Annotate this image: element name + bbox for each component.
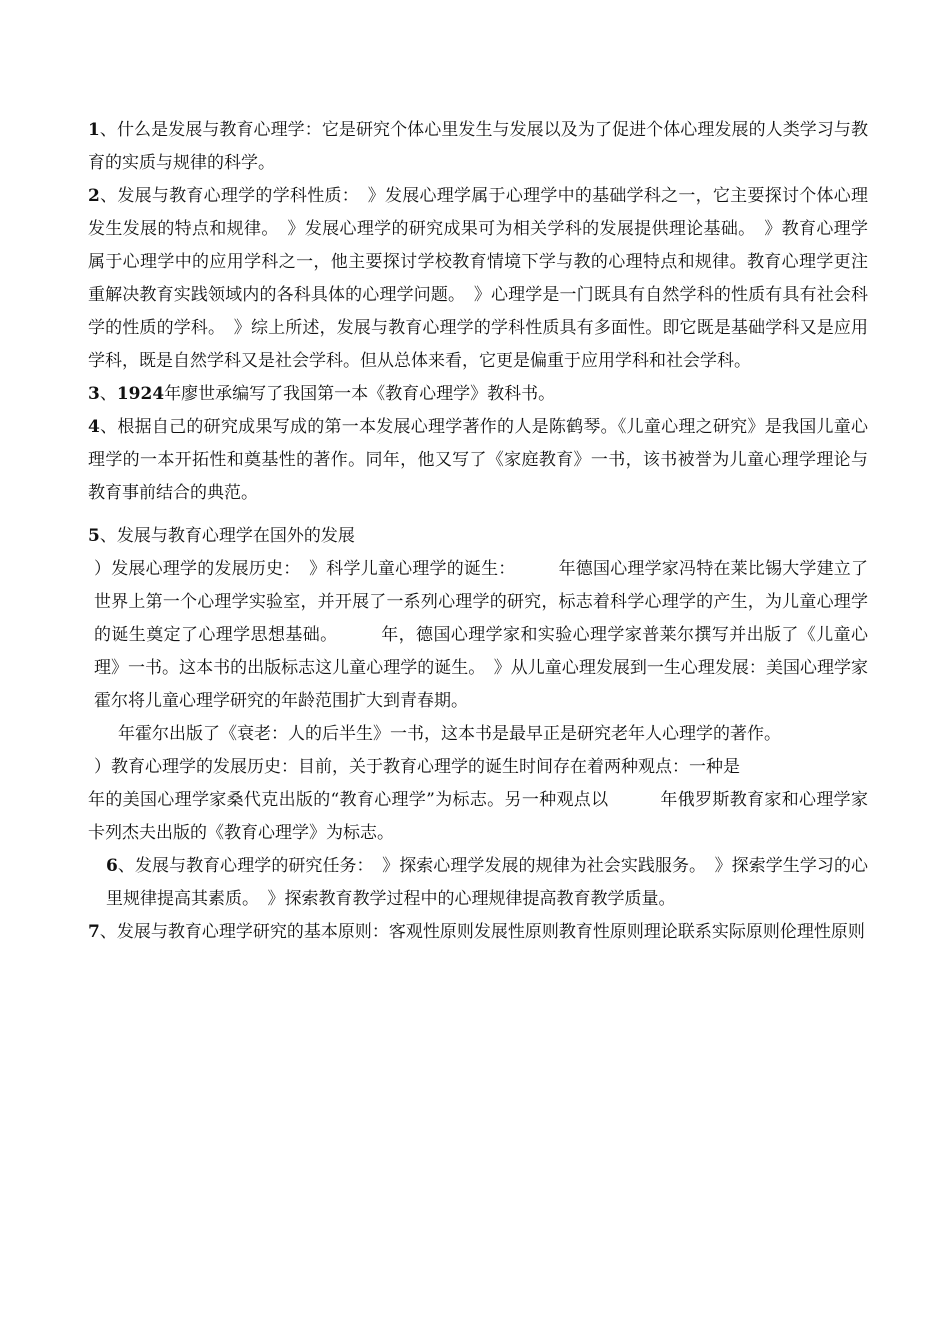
item-3: [88, 378, 868, 411]
item-text: 、发展与教育心理学研究的基本原则：客观性原则发展性原则教育性原则理论联系实际原则伦理性原则: [99, 922, 865, 942]
item-1: [88, 114, 868, 180]
item-text: 、发展与教育心理学在国外的发展: [99, 526, 355, 546]
item-4: [88, 411, 868, 510]
item-2: [88, 180, 868, 378]
item-text: 、: [99, 384, 117, 404]
section5-development-history: ）发展心理学的发展历史： 》科学儿童心理学的诞生： 年德国心理学家冯特在莱比锡大学建立了世界上第一个心理学实验室，并开展了一系列心理学的研究，标志着科学心理学的产生，为儿童心理学的诞生奠定了心理学思想基础。 年，德国心理学家和实验心理学家普莱尔撰写并出版了《儿童心理》一书。这本书的出版标志这儿童心理学的诞生。 》从儿童心理发展到一生心理发展：美国心理学家霍尔将儿童心理学研究的年龄范围扩大到青春期。: [94, 559, 868, 711]
item-number: 2: [88, 186, 100, 206]
item-number: 4: [88, 417, 100, 437]
item-number: 5: [88, 526, 100, 546]
item-number: 6: [106, 856, 118, 876]
item-number: 3: [88, 384, 100, 404]
section5-edu-history: ）教育心理学的发展历史：目前，关于教育心理学的诞生时间存在着两种观点：一种是: [94, 757, 740, 777]
item-number: 7: [88, 922, 100, 942]
item-text: 、发展与教育心理学的研究任务： 》探索心理学发展的规律为社会实践服务。 》探索学生学习的心里规律提高其素质。 》探索教育教学过程中的心理规律提高教育教学质量。: [106, 856, 868, 909]
item-text: 、什么是发展与教育心理学：它是研究个体心里发生与发展以及为了促进个体心理发展的人类学习与教育的实质与规律的科学。: [88, 120, 868, 173]
item-text-continued: 年廖世承编写了我国第一本《教育心理学》教科书。: [164, 384, 556, 404]
item-text: 、发展与教育心理学的学科性质： 》发展心理学属于心理学中的基础学科之一，它主要探讨个体心理发生发展的特点和规律。 》发展心理学的研究成果可为相关学科的发展提供理论基础。 》教育心理学属于心理学中的应用学科之一，他主要探讨学校教育情境下学与教的心理特点和规律。教育心理学更注重解决教育实践领域内的各科具体的心理学问题。 》心理学是一门既具有自然学科的性质有具有社会科学的性质的学科。 》综上所述，发展与教育心理学的学科性质具有多面性。即它既是基础学科又是应用学科，既是自然学科又是社会学科。但从总体来看，它更是偏重于应用学科和社会学科。: [88, 186, 868, 371]
section5-edu-views: 年的美国心理学家桑代克出版的“教育心理学”为标志。另一种观点以 年俄罗斯教育家和心理学家卡列杰夫出版的《教育心理学》为标志。: [88, 790, 868, 843]
item-year: 1924: [116, 384, 165, 404]
item-number: 1: [88, 120, 100, 140]
document-page: [88, 114, 868, 949]
item-6: [88, 850, 868, 916]
section5-hall-book: 年霍尔出版了《衰老：人的后半生》一书，这本书是最早正是研究老年人心理学的著作。: [118, 724, 781, 744]
item-7: [88, 916, 868, 949]
item-5: [88, 520, 868, 553]
item-text: 、根据自己的研究成果写成的第一本发展心理学著作的人是陈鹤琴。《儿童心理之研究》是我国儿童心理学的一本开拓性和奠基性的著作。同年，他又写了《家庭教育》一书，该书被誉为儿童心理学理论与教育事前结合的典范。: [88, 417, 868, 503]
